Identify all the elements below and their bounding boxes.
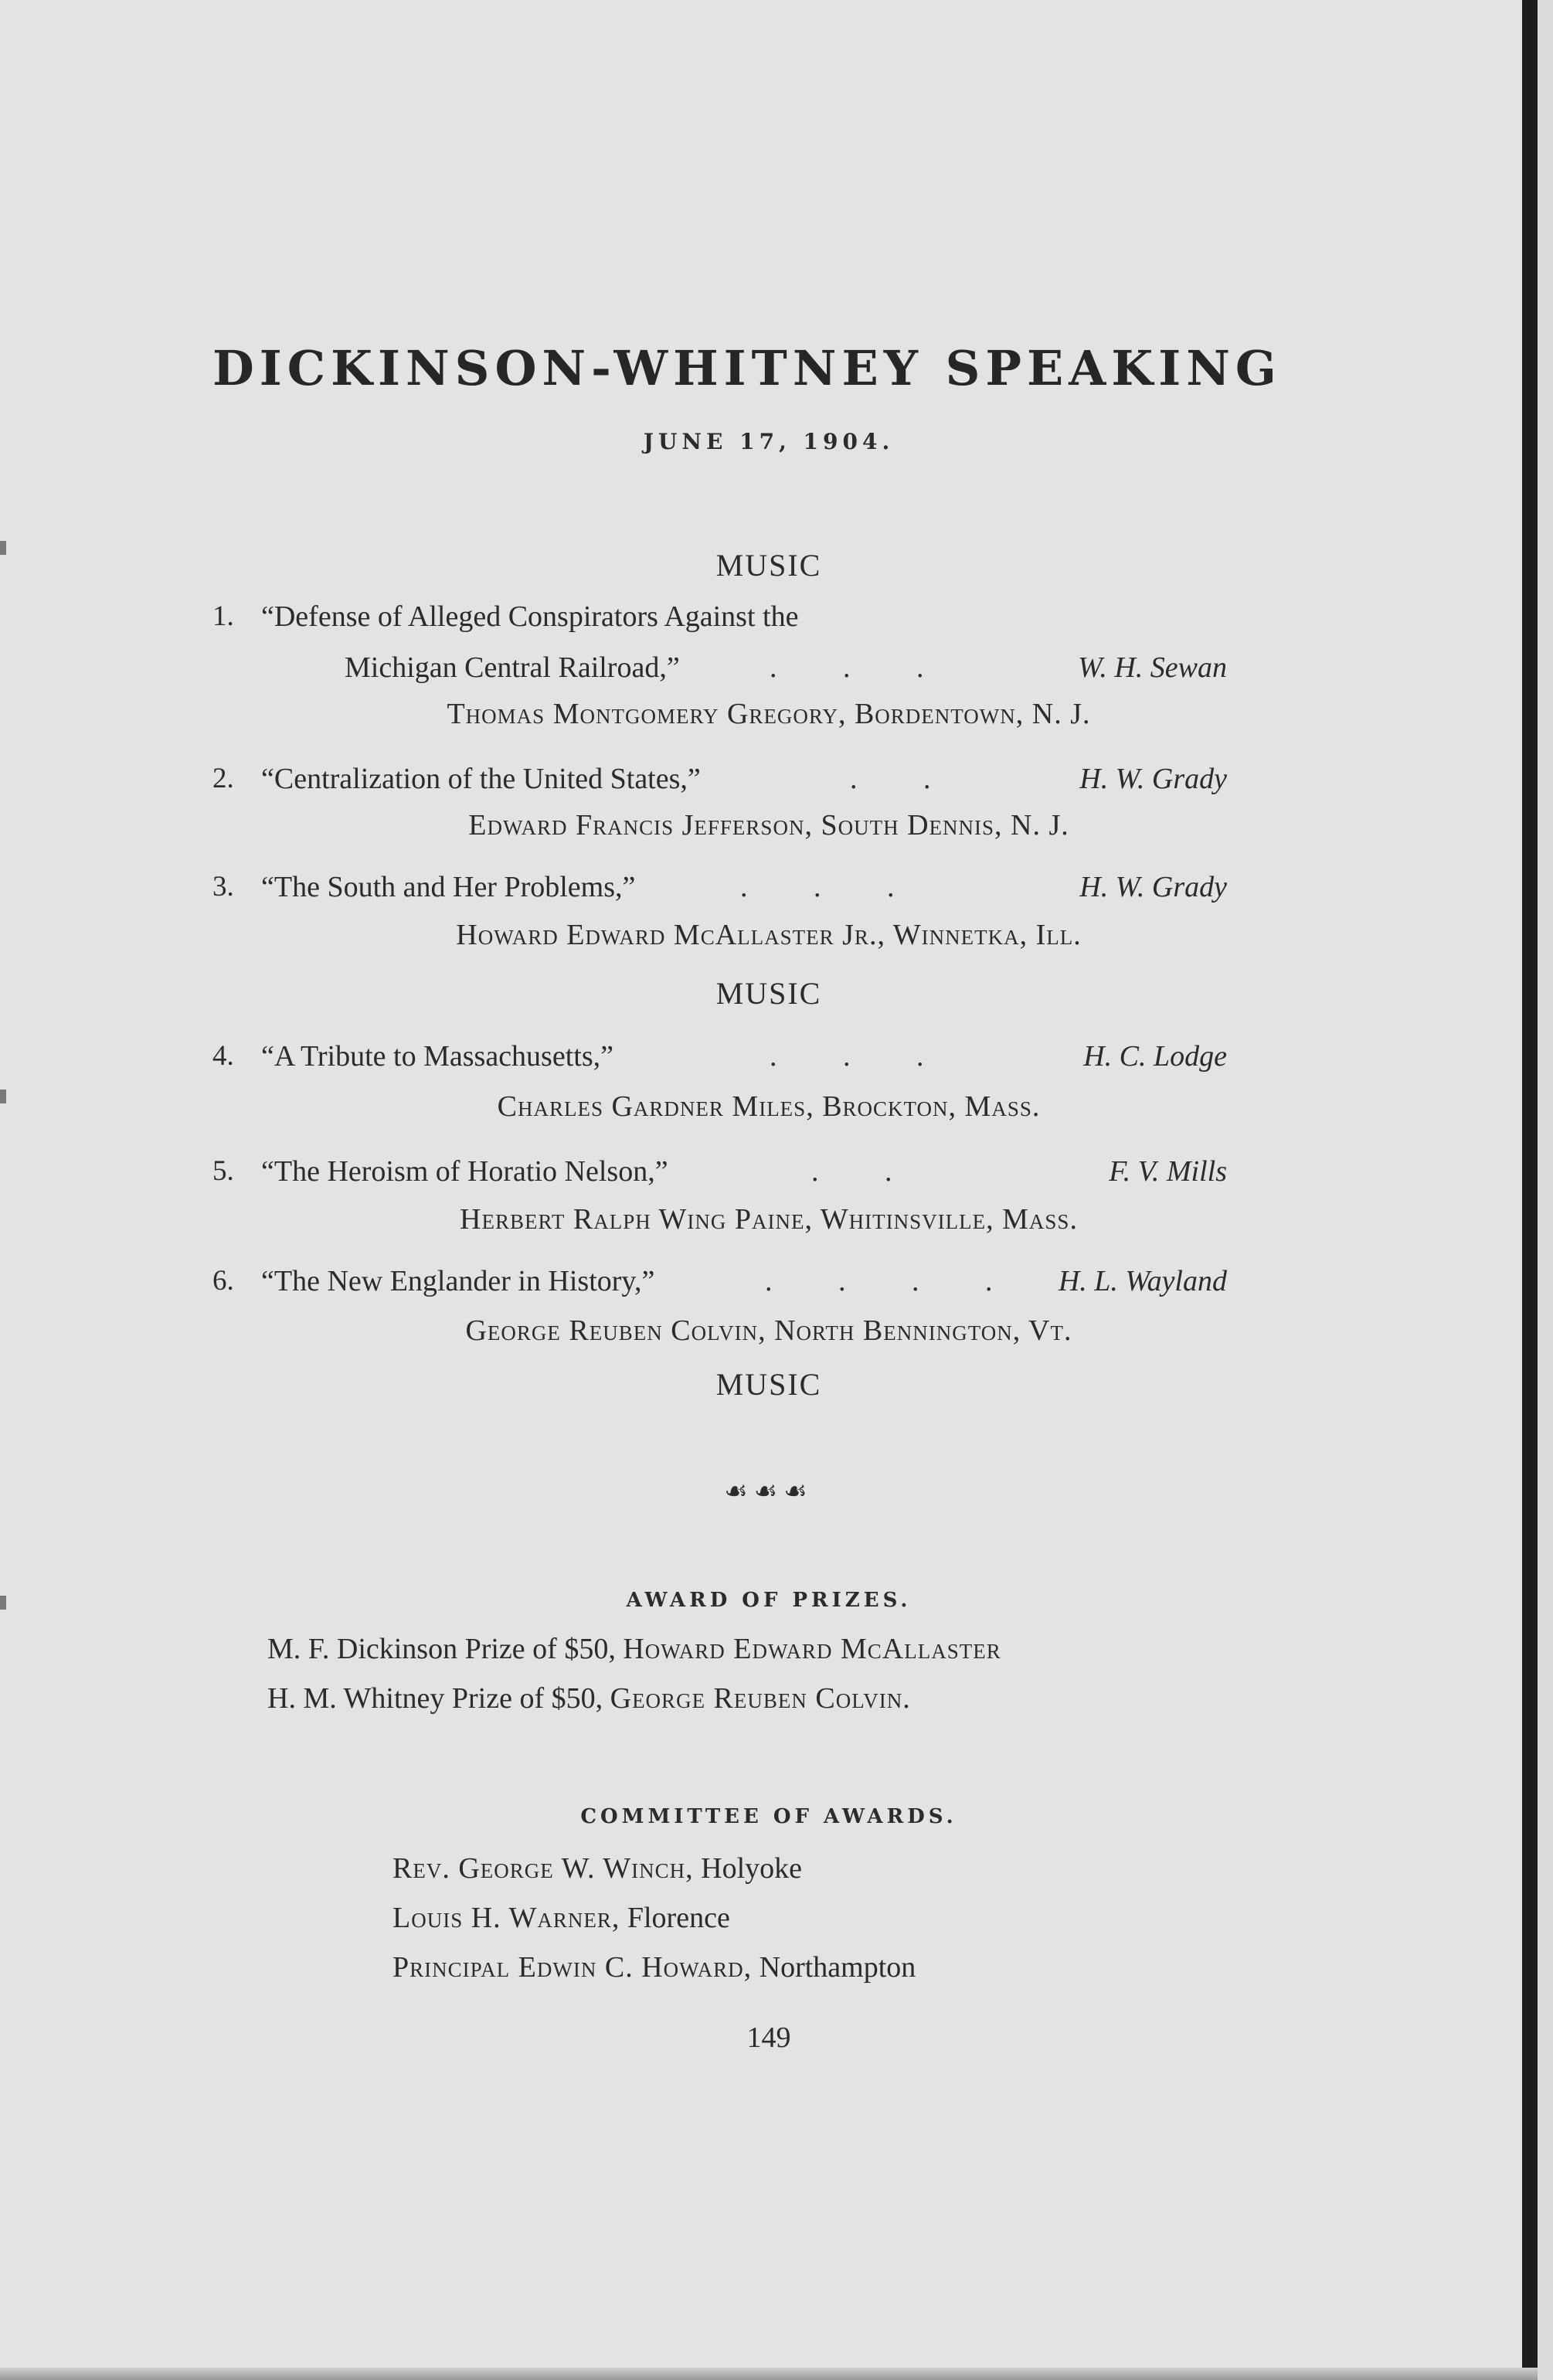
program-number: 1. [212, 600, 234, 632]
leader-dots: . . . [740, 871, 924, 903]
committee-member [392, 1950, 916, 1984]
program-speaker: Herbert Ralph Wing Paine, Whitinsville, Mass. [460, 1203, 1078, 1236]
leader-dots: . . . . [765, 1265, 1022, 1297]
music-interlude: MUSIC [715, 976, 822, 1011]
member-place: Northampton [759, 1951, 916, 1984]
member-place: Florence [627, 1902, 730, 1934]
leader-dots: . . [850, 763, 960, 795]
music-interlude: MUSIC [715, 548, 822, 583]
program-number: 3. [212, 871, 234, 903]
program-title: “A Tribute to Massachusetts,” [261, 1040, 613, 1073]
leader-dots: . . [811, 1155, 922, 1188]
program-title: “Defense of Alleged Conspirators Against the [261, 600, 799, 633]
prize-description: H. M. Whitney Prize of $50, [267, 1682, 603, 1715]
program-title: “The South and Her Problems,” [261, 871, 636, 903]
program-speaker: George Reuben Colvin, North Bennington, Vt. [465, 1314, 1072, 1347]
event-date: JUNE 17, 1904. [643, 429, 895, 454]
leader-dots: . . . [770, 651, 953, 684]
awards-heading: AWARD OF PRIZES. [626, 1589, 912, 1612]
prize-line [267, 1632, 1001, 1666]
music-interlude: MUSIC [715, 1367, 822, 1402]
program-number: 4. [212, 1040, 234, 1072]
leader-dots: . . . [770, 1040, 953, 1073]
program-author: W. H. Sewan [1078, 651, 1227, 684]
program-speaker: Edward Francis Jefferson, South Dennis, N. J. [468, 809, 1069, 842]
program-title: “Centralization of the United States,” [261, 763, 701, 795]
program-speaker: Charles Gardner Miles, Brockton, Mass. [497, 1090, 1041, 1123]
program-speaker: Thomas Montgomery Gregory, Bordentown, N. J. [447, 698, 1091, 730]
member-name: Rev. George W. Winch, [392, 1852, 694, 1885]
member-place: Holyoke [701, 1852, 803, 1885]
committee-heading: COMMITTEE OF AWARDS. [580, 1805, 957, 1828]
program-author: H. L. Wayland [1058, 1265, 1227, 1297]
program-number: 2. [212, 763, 234, 794]
program-number: 6. [212, 1265, 234, 1297]
member-name: Principal Edwin C. Howard, [392, 1951, 753, 1984]
prize-line [267, 1681, 911, 1715]
prize-winner: George Reuben Colvin. [610, 1682, 911, 1715]
committee-member [392, 1851, 802, 1885]
program-author: H. W. Grady [1079, 763, 1227, 795]
ornament-divider: ☙☙☙ [724, 1477, 814, 1506]
program-title: “The Heroism of Horatio Nelson,” [261, 1155, 668, 1188]
member-name: Louis H. Warner, [392, 1902, 620, 1934]
program-title-continued: Michigan Central Railroad,” [345, 651, 680, 684]
prize-winner: Howard Edward McAllaster [623, 1633, 1001, 1665]
page-bottom-edge [0, 2368, 1538, 2380]
program-author: H. W. Grady [1079, 871, 1227, 903]
page-number: 149 [746, 2021, 791, 2054]
prize-description: M. F. Dickinson Prize of $50, [267, 1633, 616, 1665]
program-number: 5. [212, 1155, 234, 1187]
program-speaker: Howard Edward McAllaster Jr., Winnetka, Ill. [456, 919, 1082, 951]
program-author: F. V. Mills [1109, 1155, 1227, 1188]
committee-member [392, 1901, 730, 1935]
program-title: “The New Englander in History,” [261, 1265, 655, 1297]
page-title: DICKINSON-WHITNEY SPEAKING [212, 340, 1282, 396]
program-author: H. C. Lodge [1083, 1040, 1227, 1073]
